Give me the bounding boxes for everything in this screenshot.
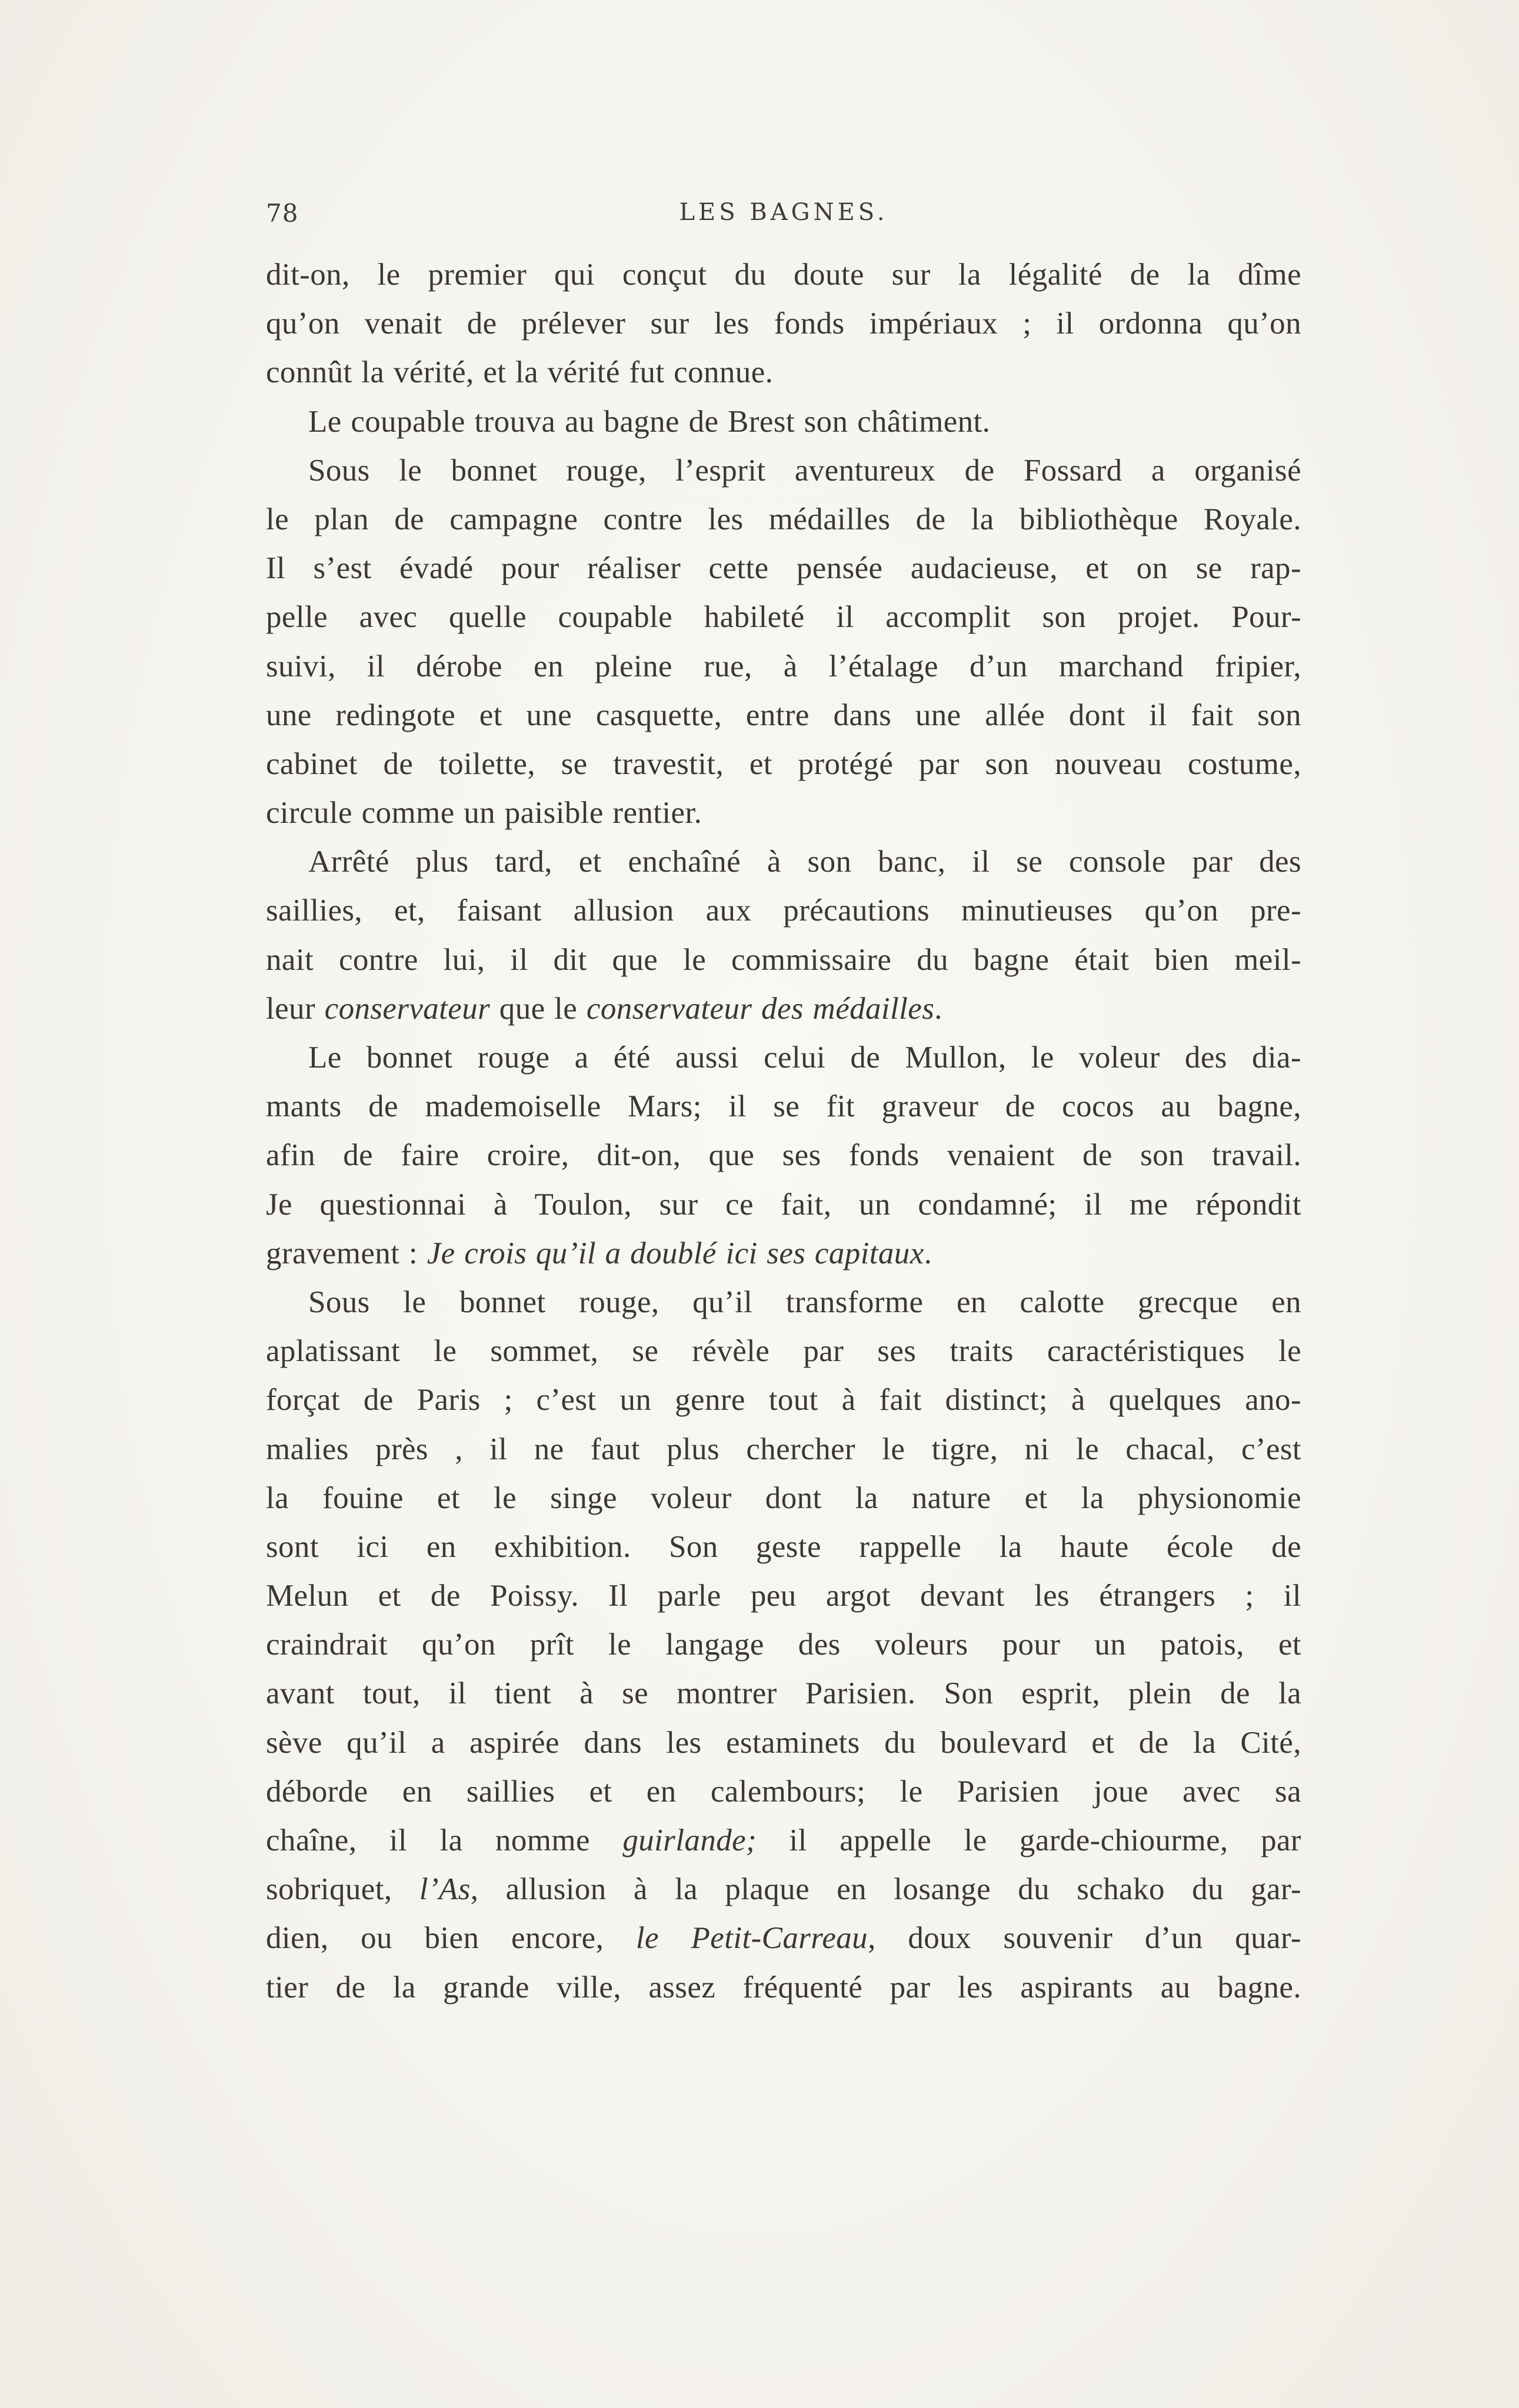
text-segment: dien, ou bien encore, bbox=[266, 1921, 636, 1956]
text-line: aplatissant le sommet, se révèle par ses traits caractéristiques le bbox=[266, 1334, 1301, 1369]
text-line bbox=[266, 1816, 1301, 1865]
text-line: cabinet de toilette, se travestit, et protégé par son nouveau costume, bbox=[266, 746, 1301, 781]
text-line: pelle avec quelle coupable habileté il accomplit son projet. Pour- bbox=[266, 600, 1301, 635]
text-line: saillies, et, faisant allusion aux précautions minutieuses qu’on pre- bbox=[266, 893, 1301, 928]
text-line: sève qu’il a aspirée dans les estaminets du boulevard et de la Cité, bbox=[266, 1725, 1301, 1760]
text-line: qu’on venait de prélever sur les fonds impériaux ; il ordonna qu’on bbox=[266, 306, 1301, 341]
text-line: Melun et de Poissy. Il parle peu argot devant les étrangers ; il bbox=[266, 1579, 1301, 1613]
text-line: une redingote et une casquette, entre dans une allée dont il fait son bbox=[266, 698, 1301, 732]
text-line: la fouine et le singe voleur dont la nature et la physionomie bbox=[266, 1480, 1301, 1515]
italic-segment: conservateur bbox=[324, 991, 491, 1026]
text-line: dit-on, le premier qui conçut du doute sur la légalité de la dîme bbox=[266, 258, 1301, 292]
text-line: avant tout, il tient à se montrer Parisien. Son esprit, plein de la bbox=[266, 1676, 1301, 1711]
text-segment: , allusion à la plaque en losange du schako du gar- bbox=[470, 1872, 1301, 1907]
text-line: tier de la grande ville, assez fréquenté par les aspirants au bagne. bbox=[266, 1970, 1301, 2005]
text-line bbox=[266, 1914, 1301, 1963]
text-line: le plan de campagne contre les médailles de la bibliothèque Royale. bbox=[266, 502, 1301, 536]
italic-segment: l’As bbox=[419, 1872, 471, 1907]
text-line: circule comme un paisible rentier. bbox=[266, 796, 702, 831]
text-line: connût la vérité, et la vérité fut connue. bbox=[266, 355, 774, 390]
text-line: afin de faire croire, dit-on, que ses fonds venaient de son travail. bbox=[266, 1138, 1301, 1173]
page-header bbox=[266, 194, 1301, 241]
text-segment: il appelle le garde-chiourme, par bbox=[757, 1823, 1301, 1857]
text-line: Il s’est évadé pour réaliser cette pensée audacieuse, et on se rap- bbox=[266, 551, 1301, 586]
text-segment: chaîne, il la nomme bbox=[266, 1823, 623, 1857]
text-segment: , doux souvenir d’un quar- bbox=[868, 1921, 1301, 1956]
text-line bbox=[266, 1865, 1301, 1914]
text-line: déborde en saillies et en calembours; le Parisien joue avec sa bbox=[266, 1774, 1301, 1809]
italic-segment: Je crois qu’il a doublé ici ses capitaux bbox=[427, 1236, 924, 1270]
text-line: Je questionnai à Toulon, sur ce fait, un condamné; il me répondit bbox=[266, 1187, 1301, 1222]
text-line: Sous le bonnet rouge, qu’il transforme en calotte grecque en bbox=[308, 1285, 1301, 1319]
italic-segment: guirlande; bbox=[622, 1823, 757, 1857]
text-line: sont ici en exhibition. Son geste rappelle la haute école de bbox=[266, 1529, 1301, 1564]
text-line: suivi, il dérobe en pleine rue, à l’étalage d’un marchand fripier, bbox=[266, 649, 1301, 683]
text-line: craindrait qu’on prît le langage des voleurs pour un patois, et bbox=[266, 1627, 1301, 1662]
text-line: Le coupable trouva au bagne de Brest son châtiment. bbox=[308, 404, 991, 439]
text-line: nait contre lui, il dit que le commissaire du bagne était bien meil- bbox=[266, 942, 1301, 977]
running-title: LES BAGNES. bbox=[679, 199, 888, 226]
italic-segment: le Petit-Carreau bbox=[635, 1921, 868, 1956]
text-line: malies près , il ne faut plus chercher le tigre, ni le chacal, c’est bbox=[266, 1432, 1301, 1466]
italic-segment: conservateur des médailles bbox=[586, 991, 935, 1026]
text-segment: que le bbox=[490, 991, 587, 1026]
text-segment: . bbox=[934, 991, 942, 1026]
text-line bbox=[266, 985, 1301, 1033]
text-line: mants de mademoiselle Mars; il se fit graveur de cocos au bagne, bbox=[266, 1089, 1301, 1124]
text-line: forçat de Paris ; c’est un genre tout à fait distinct; à quelques ano- bbox=[266, 1383, 1301, 1418]
page-number: 78 bbox=[266, 199, 299, 228]
text-line bbox=[266, 1229, 1301, 1278]
text-segment: sobriquet, bbox=[266, 1872, 419, 1907]
text-segment: gravement : bbox=[266, 1236, 427, 1270]
text-segment: . bbox=[924, 1236, 932, 1270]
text-line: Le bonnet rouge a été aussi celui de Mullon, le voleur des dia- bbox=[308, 1040, 1301, 1075]
text-line: Sous le bonnet rouge, l’esprit aventureux de Fossard a organisé bbox=[308, 453, 1301, 488]
body-text bbox=[266, 251, 1301, 2012]
text-segment: leur bbox=[266, 991, 325, 1026]
text-line: Arrêté plus tard, et enchaîné à son banc, il se console par des bbox=[308, 845, 1301, 879]
